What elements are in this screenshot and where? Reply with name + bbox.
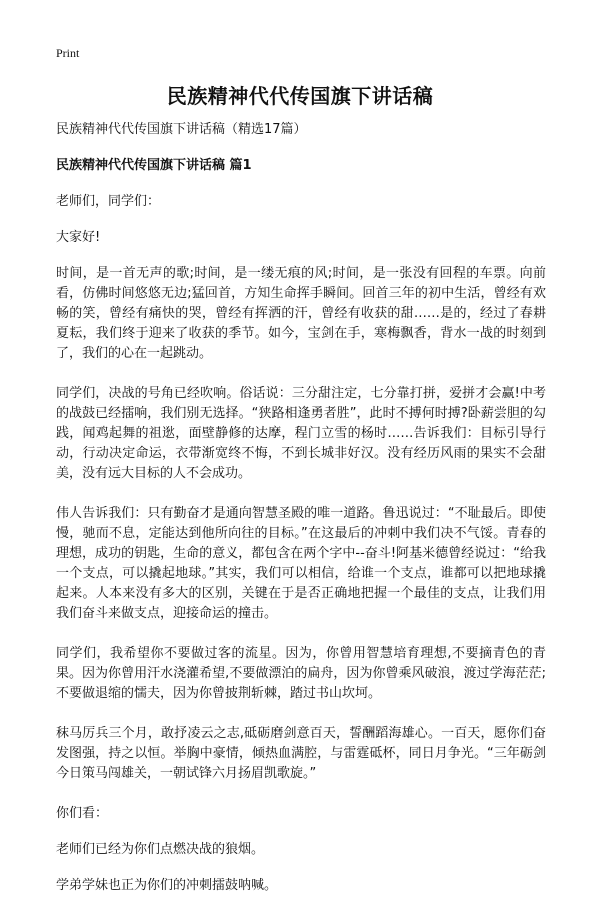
paragraph-salutation: 大家好! xyxy=(56,230,101,245)
paragraph-battle: 同学们，决战的号角已经吹响。俗话说：三分甜注定，七分靠打拼，爱拼才会赢!中考的战鼓已经擂响，我们别无选择。“狭路相逢勇者胜”，此时不搏何时搏?卧薪尝胆的勾践，闻鸡起舞的祖逖，面壁静修的达摩，程门立雪的杨时……告诉我们：目标引导行动，行动决定命运，衣带渐宽终不悔，不到长城非好汉。没有经历风雨的果实不会甜美，没有远大目标的人不会成功。 xyxy=(56,386,546,481)
paragraph-diligence: 伟人告诉我们：只有勤奋才是通向智慧圣殿的唯一道路。鲁迅说过：“不耻最后。即使慢，驰而不息，定能达到他所向往的目标。”在这最后的冲刺中我们决不气馁。青春的理想，成功的钥匙，生命的意义，都包含在两个字中--奋斗!阿基米德曾经说过：“给我一个支点，可以撬起地球。”其实，我们可以相信，给谁一个支点，谁都可以把地球撬起来。人本来没有多大的区别，关键在于是否正确地把握一个最佳的支点，让我们用我们奋斗来做支点，迎接命运的撞击。 xyxy=(56,506,546,621)
paragraph-greeting: 老师们，同学们： xyxy=(56,194,161,209)
section-heading: 民族精神代代传国旗下讲话稿 篇1 xyxy=(56,158,252,173)
document-subtitle: 民族精神代代传国旗下讲话稿（精选17篇） xyxy=(56,122,307,137)
paragraph-time: 时间，是一首无声的歌;时间，是一缕无痕的风;时间，是一张没有回程的车票。向前看，仿佛时间悠悠无边;猛回首，方知生命挥手瞬间。回首三年的初中生活，曾经有欢畅的笑，曾经有痛快的哭，曾经有挥洒的汗，曾经有收获的甜……是的，经过了春耕夏耘，我们终于迎来了收获的季节。如今，宝剑在手，寒梅飘香，背水一战的时刻到了，我们的心在一起跳动。 xyxy=(56,266,546,361)
paragraph-resolve: 秣马厉兵三个月，敢抒凌云之志,砥砺磨剑意百天，誓酬蹈海雄心。一百天，愿你们奋发图强，持之以恒。举胸中豪情，倾热血满腔，与雷霆砥杯，同日月争光。“三年砺剑今日策马闯雄关，一朝试锋六月扬眉凯歌旋。” xyxy=(56,726,546,781)
paragraph-teachers: 老师们已经为你们点燃决战的狼烟。 xyxy=(56,842,265,857)
print-link[interactable]: Print xyxy=(56,46,80,60)
paragraph-hope: 同学们，我希望你不要做过客的流星。因为，你曾用智慧培育理想,不要摘青色的青果。因为你曾用汗水浇灌希望,不要做漂泊的扁舟，因为你曾乘风破浪，渡过学海茫茫;不要做退缩的懦夫，因为你曾披荆斩棘，踏过书山坎坷。 xyxy=(56,646,546,701)
paragraph-juniors: 学弟学妹也正为你们的冲刺擂鼓呐喊。 xyxy=(56,878,278,893)
document-body xyxy=(56,120,546,912)
page-title: 民族精神代代传国旗下讲话稿 xyxy=(166,84,434,108)
paragraph-look: 你们看： xyxy=(56,806,109,821)
